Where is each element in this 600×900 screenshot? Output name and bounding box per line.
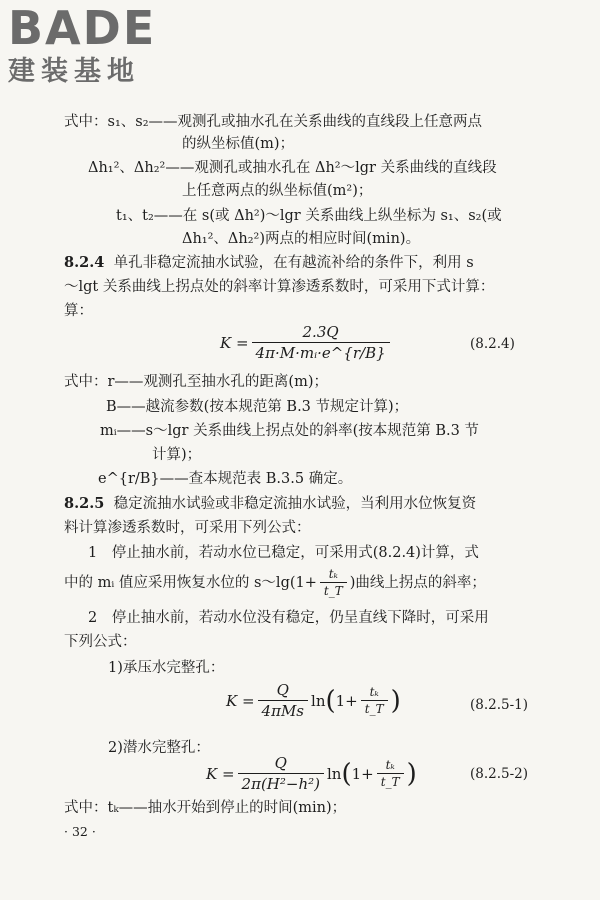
- def-r: [64, 372, 328, 392]
- def-text: 的纵坐标值(m)；: [182, 136, 295, 152]
- def-mi: [100, 421, 479, 441]
- section-text: 算：: [64, 303, 93, 319]
- def-s1s2-cont: [182, 134, 294, 154]
- def-text: 观测孔至抽水孔的距离(m)；: [143, 374, 328, 390]
- section-8-2-4-line2: [64, 277, 494, 297]
- formula-8-2-4: [220, 324, 393, 362]
- formula-number: (8.2.5-2): [470, 766, 529, 782]
- paren-open: (: [341, 759, 352, 789]
- section-text: 稳定流抽水试验或非稳定流抽水试验，当利用水位恢复资: [113, 496, 477, 512]
- def-text: 抽水开始到停止的时间(min)；: [147, 800, 347, 816]
- fraction-numerator: tₖ: [385, 758, 395, 772]
- def-text: 观测孔或抽水孔在关系曲线的直线段上任意两点: [177, 114, 483, 130]
- def-B: [106, 397, 408, 417]
- paren-close: ): [390, 686, 401, 716]
- def-mi-cont: [152, 445, 201, 465]
- formula-denominator: 4π·M·mᵢ·e^{r/B}: [252, 342, 390, 362]
- section-text: ～lgt 关系曲线上拐点处的斜率计算渗透系数时，可采用下式计算：: [64, 279, 495, 295]
- formula-8-2-5-2: K = $\frac{Q}{\text{2π(H²−h²)}}$ ln ( 1+ $\frac{\text{tₖ}}{t\_T}$ ): [206, 754, 417, 793]
- formula-denominator: 2π(H²−h²): [238, 773, 324, 793]
- formula-fraction: [258, 682, 308, 720]
- section-8-2-5-line1: [64, 494, 476, 514]
- fraction-numerator: tₖ: [369, 685, 379, 699]
- def-label: 式中：tₖ——: [64, 800, 148, 816]
- def-text: s～lgr 关系曲线上拐点处的斜率(按本规范第 B.3 节: [145, 423, 479, 439]
- sub-heading: 1)承压水完整孔：: [108, 660, 225, 676]
- section-8-2-4-line1: [64, 253, 474, 273]
- def-label: 式中：s₁、s₂——: [64, 114, 178, 130]
- item-text: 下列公式：: [64, 634, 137, 650]
- logo-subtitle: 建装基地: [8, 56, 140, 87]
- def-label: e^{r/B}——: [98, 471, 189, 487]
- item-2-line1: [88, 608, 489, 628]
- sub-heading: 2)潜水完整孔：: [108, 740, 210, 756]
- def-text: 上任意两点的纵坐标值(m²)；: [182, 183, 373, 199]
- page-number: · 32 ·: [64, 824, 96, 839]
- def-t1t2: [116, 206, 502, 226]
- def-s1s2: [64, 112, 482, 132]
- def-erB: [98, 469, 352, 489]
- def-label: Δh₁²、Δh₂²——: [88, 160, 195, 176]
- formula-denominator: 4πMs: [258, 700, 308, 720]
- def-tk: [64, 798, 346, 818]
- def-label: t₁、t₂——: [116, 208, 183, 224]
- section-number: 8.2.4: [64, 254, 105, 271]
- item-2-line2: [64, 632, 137, 652]
- logo-brand-text: BADE: [8, 1, 157, 55]
- def-text: 计算)；: [152, 447, 202, 463]
- fraction-numerator: tₖ: [328, 567, 338, 581]
- item-text: 1 停止抽水前，若动水位已稳定，可采用式(8.2.4)计算，式: [88, 545, 479, 561]
- paren-open: (: [325, 686, 336, 716]
- item-1-line2: [64, 568, 486, 598]
- section-text: 单孔非稳定流抽水试验，在有越流补给的条件下，利用 s: [113, 255, 474, 271]
- formula-numerator: 2.3Q: [302, 323, 339, 341]
- formula-ln: ln: [311, 692, 326, 710]
- formula-fraction: [252, 324, 390, 362]
- def-text: 查本规范表 B.3.5 确定。: [188, 471, 353, 487]
- def-text: 越流参数(按本规范第 B.3 节规定计算)；: [145, 399, 409, 415]
- item-text: )曲线上拐点的斜率；: [349, 575, 486, 591]
- def-text: 观测孔或抽水孔在 Δh²～lgr 关系曲线的直线段: [194, 160, 497, 176]
- item-1-line1: [88, 543, 479, 563]
- def-label: mᵢ——: [100, 423, 146, 439]
- section-8-2-4-line3: [64, 301, 93, 321]
- fraction-denominator: t_T: [320, 582, 347, 598]
- def-text: Δh₁²、Δh₂²)两点的相应时间(min)。: [182, 231, 421, 247]
- def-text: 在 s(或 Δh²)～lgr 关系曲线上纵坐标为 s₁、s₂(或: [182, 208, 502, 224]
- bade-logo: [8, 1, 178, 90]
- sub-1-heading: [108, 658, 224, 678]
- formula-lhs: K =: [226, 692, 255, 710]
- formula-fraction: [238, 755, 324, 793]
- item-text: 中的 mᵢ 值应采用恢复水位的 s～lg(1+: [64, 575, 317, 591]
- section-number: 8.2.5: [64, 495, 105, 512]
- formula-number: (8.2.4): [470, 336, 515, 352]
- def-t1t2-cont: [182, 229, 420, 249]
- def-label: B——: [106, 399, 146, 415]
- inner-fraction: [361, 686, 388, 716]
- formula-numerator: Q: [274, 754, 287, 772]
- formula-ln: ln: [327, 765, 342, 783]
- paren-close: ): [406, 759, 417, 789]
- formula-8-2-5-1: K = $\frac{Q}{\text{4πMs}}$ ln ( 1+ $\frac{\text{tₖ}}{t\_T}$ ): [226, 681, 401, 720]
- section-text: 料计算渗透系数时，可采用下列公式：: [64, 520, 311, 536]
- inner-fraction: [377, 759, 404, 789]
- section-8-2-5-line2: [64, 518, 311, 538]
- sub-2-heading: [108, 738, 210, 758]
- formula-lhs: K =: [220, 334, 249, 352]
- inline-fraction: [320, 568, 347, 598]
- def-label: 式中：r——: [64, 374, 144, 390]
- item-text: 2 停止抽水前，若动水位没有稳定，仍呈直线下降时，可采用: [88, 610, 489, 626]
- formula-number: (8.2.5-1): [470, 697, 529, 713]
- def-dh-cont: [182, 181, 372, 201]
- formula-numerator: Q: [276, 681, 289, 699]
- fraction-denominator: t_T: [377, 773, 404, 789]
- formula-lhs: K =: [206, 765, 235, 783]
- logo-brand: [8, 1, 178, 55]
- def-dh: [88, 158, 497, 178]
- fraction-denominator: t_T: [361, 700, 388, 716]
